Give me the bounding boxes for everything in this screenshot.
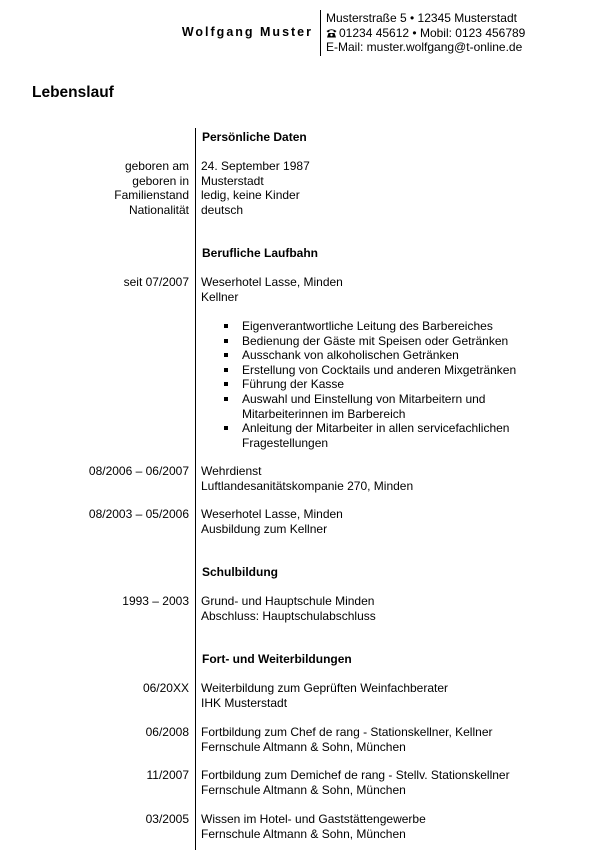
entry-line: Weiterbildung zum Geprüften Weinfachberater: [201, 681, 449, 695]
section-heading-school: Schulbildung: [202, 565, 278, 579]
telephone-icon: [326, 28, 337, 38]
entry-details: [201, 725, 493, 754]
entry-date: 06/20XX: [142, 681, 189, 695]
label-birth-date: geboren am: [124, 159, 189, 173]
contact-block: [326, 11, 525, 55]
entry-line: IHK Musterstadt: [201, 695, 288, 710]
entry-date: 1993 – 2003: [122, 594, 189, 608]
entry-date: 08/2006 – 06/2007: [88, 464, 189, 478]
phone-numbers: 01234 45612 • Mobil: 0123 456789: [339, 25, 526, 40]
value-birth-date: 24. September 1987: [201, 159, 310, 173]
entry-line: Grund- und Hauptschule Minden: [201, 594, 375, 608]
entry-date: 03/2005: [145, 812, 189, 826]
value-birth-place: Musterstadt: [201, 173, 264, 188]
document-title: Lebenslauf: [32, 84, 114, 101]
entry-line: Wissen im Hotel- und Gaststättengewerbe: [201, 812, 426, 826]
list-item: Erstellung von Cocktails und anderen Mixgetränken: [224, 363, 564, 378]
list-item: Führung der Kasse: [224, 377, 564, 392]
section-heading-personal: Persönliche Daten: [202, 130, 307, 144]
entry-line: Abschluss: Hauptschulabschluss: [201, 608, 376, 623]
entry-line: Ausbildung zum Kellner: [201, 521, 328, 536]
list-item: Eigenverantwortliche Leitung des Barbereiches: [224, 319, 564, 334]
entry-details: [201, 594, 376, 623]
entry-date: 11/2007: [146, 768, 189, 782]
entry-details: [201, 507, 343, 536]
list-item: Auswahl und Einstellung von Mitarbeitern und Mitarbeiterinnen im Barbereich: [224, 392, 542, 421]
entry-date: seit 07/2007: [123, 275, 189, 289]
list-item: Bedienung der Gäste mit Speisen oder Getränken: [224, 334, 564, 349]
entry-line: Weserhotel Lasse, Minden: [201, 507, 343, 521]
entry-details: [201, 768, 510, 797]
column-divider: [195, 128, 196, 850]
applicant-name: Wolfgang Muster: [181, 25, 313, 39]
label-nationality: Nationalität: [128, 202, 189, 217]
list-item: Anleitung der Mitarbeiter in allen servicefachlichen Fragestellungen: [224, 421, 542, 450]
personal-values: [201, 159, 310, 217]
entry-line: Fernschule Altmann & Sohn, München: [201, 739, 406, 754]
header-divider: [320, 10, 321, 56]
entry-date: 08/2003 – 05/2006: [88, 507, 189, 521]
email-line: E-Mail: muster.wolfgang@t-online.de: [326, 40, 523, 54]
section-heading-career: Berufliche Laufbahn: [202, 246, 319, 260]
section-heading-training: Fort- und Weiterbildungen: [202, 652, 352, 666]
entry-date: 06/2008: [145, 725, 189, 739]
entry-details: [201, 681, 448, 710]
value-nationality: deutsch: [201, 202, 244, 217]
entry-line: Fernschule Altmann & Sohn, München: [201, 826, 406, 841]
address-line: Musterstraße 5 • 12345 Musterstadt: [326, 11, 517, 25]
duties-list: [224, 319, 564, 450]
entry-line: Fernschule Altmann & Sohn, München: [201, 782, 406, 797]
label-birth-place: geboren in: [132, 173, 189, 188]
entry-position: Kellner: [201, 289, 239, 304]
entry-line: Luftlandesanitätskompanie 270, Minden: [201, 478, 414, 493]
entry-line: Wehrdienst: [201, 464, 262, 478]
value-marital-status: ledig, keine Kinder: [201, 188, 300, 203]
entry-employer: Weserhotel Lasse, Minden: [201, 275, 343, 289]
entry-details: [201, 275, 343, 304]
personal-labels: [114, 159, 189, 217]
list-item: Ausschank von alkoholischen Getränken: [224, 348, 564, 363]
entry-line: Fortbildung zum Chef de rang - Stationskellner, Kellner: [201, 725, 493, 739]
label-marital-status: Familienstand: [114, 188, 189, 203]
entry-details: [201, 812, 426, 841]
entry-line: Fortbildung zum Demichef de rang - Stellv. Stationskellner: [201, 768, 510, 782]
phone-line: [326, 26, 525, 41]
entry-details: [201, 464, 413, 493]
